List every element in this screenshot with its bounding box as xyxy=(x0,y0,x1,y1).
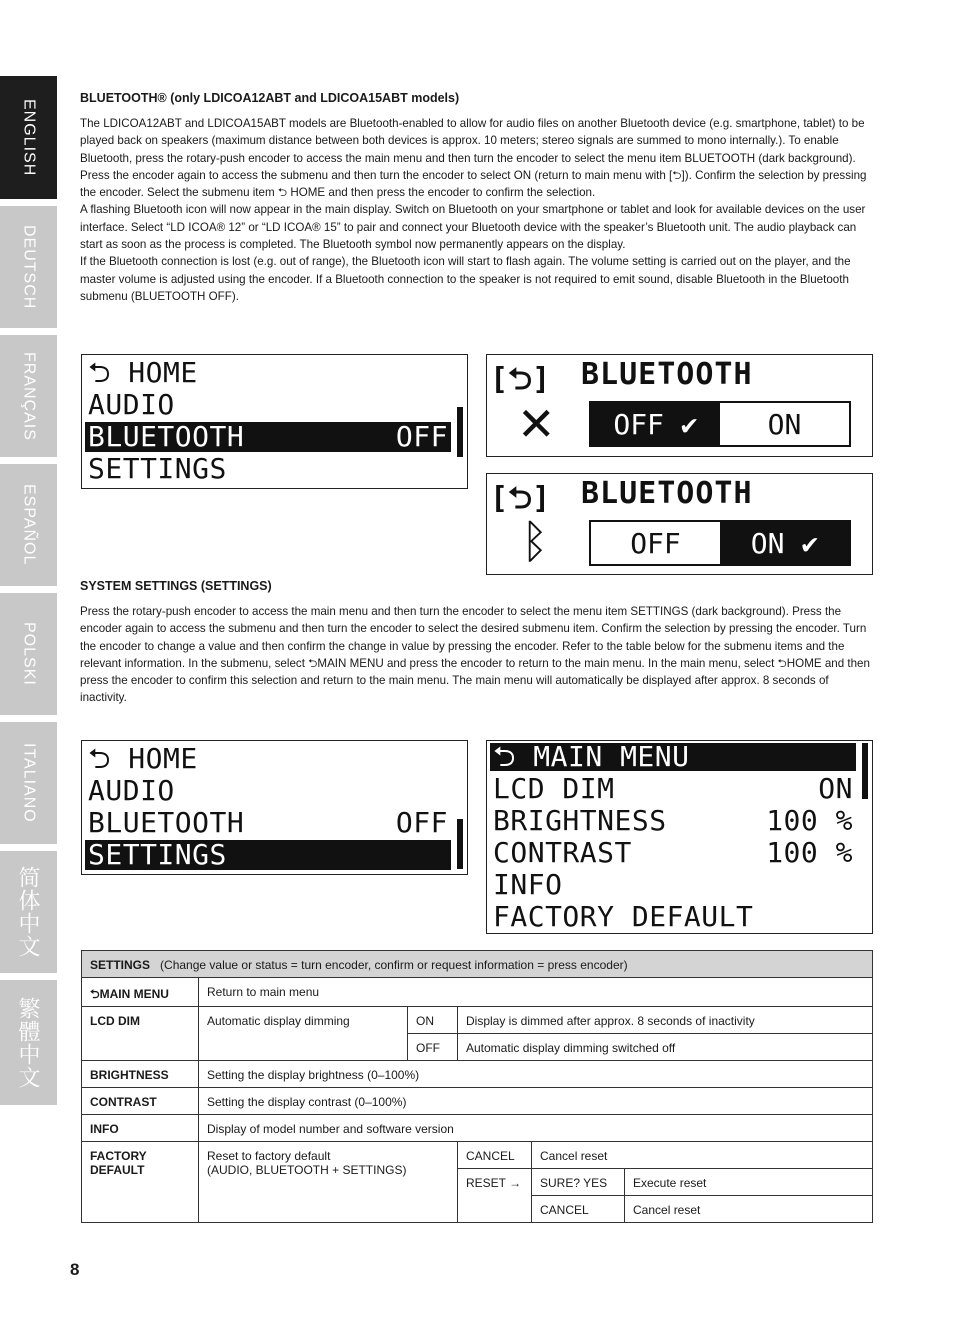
bluetooth-toggle xyxy=(589,401,851,447)
lcd-row xyxy=(85,454,451,484)
lcd-row xyxy=(490,774,856,804)
lcd-value: ON xyxy=(818,772,853,805)
tab-espanol[interactable] xyxy=(0,464,57,586)
lcd-scrollbar xyxy=(862,743,868,799)
table-cell: Cancel reset xyxy=(625,1196,873,1223)
table-note: (Change value or status = turn encoder, confirm or request information = press encoder) xyxy=(160,958,628,972)
lcd-scrollbar xyxy=(457,407,463,457)
lcd-row xyxy=(490,902,856,932)
toggle-on-option: ON ✔ xyxy=(720,522,849,564)
lcd-label: INFO xyxy=(493,868,563,901)
table-row xyxy=(82,1142,873,1169)
lcd-label: FACTORY DEFAULT xyxy=(493,900,754,933)
lcd-title: BLUETOOTH xyxy=(581,357,753,392)
settings-table xyxy=(81,950,873,1223)
table-cell: FACTORY DEFAULT xyxy=(82,1142,199,1223)
lcd-label: ⮌ HOME xyxy=(88,742,198,775)
table-cell: ⮌MAIN MENU xyxy=(82,978,199,1007)
lcd-row xyxy=(85,776,451,806)
bluetooth-toggle xyxy=(589,520,851,566)
lcd-label: CONTRAST xyxy=(493,836,632,869)
lcd-label: SETTINGS xyxy=(88,452,227,485)
table-title: SETTINGS xyxy=(90,958,151,972)
lcd-row-selected xyxy=(490,740,856,773)
tab-deutsch[interactable] xyxy=(0,206,57,328)
table-row xyxy=(82,1115,873,1142)
table-cell: Cancel reset xyxy=(532,1142,873,1169)
bluetooth-description xyxy=(80,115,872,305)
lcd-scrollbar xyxy=(457,819,463,869)
table-row xyxy=(82,1007,873,1034)
bluetooth-heading: BLUETOOTH® (only LDICOA12ABT and LDICOA15ABT models) xyxy=(80,91,460,105)
lcd-bluetooth-on xyxy=(486,473,873,575)
tab-english[interactable] xyxy=(0,76,57,199)
lcd-main-menu-bluetooth xyxy=(81,354,468,489)
table-row xyxy=(82,1088,873,1115)
settings-description: Press the rotary-push encoder to access the main menu and then turn the encoder to select the menu item SETTINGS (dark background). Press the encoder again to access the submenu and then turn the encoder to select the desired submenu item. Confirm the selection by pressing the encoder. Turn the encoder to change a value and then confirm the change in value by pressing the encoder. Refer to the table below for the submenu items and the relevant information. In the submenu, select ⮌MAIN MENU and press the encoder to return to the main menu. In the main menu, select ⮌HOME and then press the encoder to confirm this selection and return to the main menu. The main menu will automatically be displayed after approx. 8 seconds of inactivity. xyxy=(80,605,870,705)
tab-label: DEUTSCH xyxy=(20,224,38,310)
tab-label: 简体中文 xyxy=(16,866,41,958)
bluetooth-paragraph-1: The LDICOA12ABT and LDICOA15ABT models are Bluetooth-enabled to allow for audio files on another Bluetooth device (e.g. smartphone, tablet) to be played back on speakers (maximum distance between both devices is approx. 10 meters; stereo signals are summed to mono internally.). To enable Bluetooth, press the rotary-push encoder to access the main menu and then turn the encoder to select the menu item BLUETOOTH (dark background). Press the encoder again to access the submenu and then turn the encoder to select ON (return to main menu with [⮌]). Confirm the selection by pressing the encoder. Select the submenu item ⮌ HOME and then press the encoder to confirm the selection. xyxy=(80,117,867,200)
lcd-title: BLUETOOTH xyxy=(581,476,753,511)
table-cell: Setting the display contrast (0–100%) xyxy=(199,1088,873,1115)
tab-label: FRANÇAIS xyxy=(20,351,38,441)
bluetooth-paragraph-3: If the Bluetooth connection is lost (e.g. out of range), the Bluetooth icon will start to flash again. The volume setting is carried out on the player, and the master volume is adjusted using the encoder. If a Bluetooth connection to the speaker is not required to emit sound, disable Bluetooth in the Bluetooth submenu (BLUETOOTH OFF). xyxy=(80,255,851,303)
lcd-label: AUDIO xyxy=(88,774,175,807)
tab-polski[interactable] xyxy=(0,593,57,715)
tab-francais[interactable] xyxy=(0,335,57,457)
tab-simplified-chinese[interactable] xyxy=(0,851,57,973)
toggle-on-option: ON xyxy=(767,407,802,441)
table-cell: Execute reset xyxy=(625,1169,873,1196)
tab-label: ENGLISH xyxy=(20,98,38,177)
toggle-off-option: OFF ✔ xyxy=(591,403,720,445)
lcd-main-menu-settings xyxy=(81,740,468,875)
table-cell: BRIGHTNESS xyxy=(82,1061,199,1088)
tab-traditional-chinese[interactable] xyxy=(0,980,57,1105)
tab-italiano[interactable] xyxy=(0,722,57,844)
bluetooth-icon: ᛒ xyxy=(521,514,549,568)
return-bracket-icon: [⮌] xyxy=(490,481,551,516)
settings-heading: SYSTEM SETTINGS (SETTINGS) xyxy=(80,579,272,593)
table-cell: Display is dimmed after approx. 8 seconds of inactivity xyxy=(458,1007,873,1034)
lcd-row xyxy=(85,390,451,420)
lcd-value: OFF xyxy=(395,806,448,839)
page-number: 8 xyxy=(70,1260,80,1279)
tab-label: POLSKI xyxy=(20,622,38,686)
lcd-row-selected xyxy=(85,422,451,452)
tab-label: ITALIANO xyxy=(20,743,38,823)
table-header-row xyxy=(82,951,873,978)
lcd-row xyxy=(490,838,856,868)
lcd-row xyxy=(85,744,451,774)
table-cell: SURE? YES xyxy=(532,1169,625,1196)
bluetooth-paragraph-2: A flashing Bluetooth icon will now appear in the main display. Switch on Bluetooth on your smartphone or tablet and look for available devices on the user interface. Select “LD ICOA® 12” or “LD ICOA® 15” to pair and connect your Bluetooth device with the speaker’s Bluetooth unit. The audio playback can start as soon as the process is completed. The Bluetooth symbol now permanently appears on the display. xyxy=(80,203,866,252)
table-row xyxy=(82,1061,873,1088)
factory-desc-sub: (AUDIO, BLUETOOTH + SETTINGS) xyxy=(207,1163,407,1177)
table-cell: Automatic display dimming xyxy=(199,1007,408,1061)
table-header xyxy=(82,951,873,978)
lcd-value: OFF xyxy=(395,420,448,453)
factory-desc: Reset to factory default xyxy=(207,1149,331,1163)
return-bracket-icon: [⮌] xyxy=(490,362,551,397)
table-cell: CANCEL xyxy=(458,1142,532,1169)
lcd-label: BRIGHTNESS xyxy=(493,804,667,837)
tab-label: ESPAÑOL xyxy=(20,484,38,566)
table-cell: CANCEL xyxy=(532,1196,625,1223)
lcd-row-selected xyxy=(85,840,451,870)
table-cell: Return to main menu xyxy=(199,978,873,1007)
lcd-row xyxy=(85,808,451,838)
table-cell: Setting the display brightness (0–100%) xyxy=(199,1061,873,1088)
bluetooth-disabled-icon: ✕ xyxy=(517,397,556,451)
toggle-off-option: OFF xyxy=(630,526,681,560)
table-cell: RESET → xyxy=(458,1169,532,1223)
table-cell: CONTRAST xyxy=(82,1088,199,1115)
table-row xyxy=(82,978,873,1007)
lcd-label: ⮌ HOME xyxy=(88,356,198,389)
lcd-label: BLUETOOTH xyxy=(88,420,245,453)
lcd-label: BLUETOOTH xyxy=(88,806,245,839)
lcd-value: 100 % xyxy=(766,836,853,869)
table-cell: INFO xyxy=(82,1115,199,1142)
table-cell: Automatic display dimming switched off xyxy=(458,1034,873,1061)
lcd-label: AUDIO xyxy=(88,388,175,421)
lcd-row xyxy=(85,358,451,388)
lcd-row xyxy=(490,806,856,836)
table-cell: OFF xyxy=(408,1034,458,1061)
table-cell: LCD DIM xyxy=(82,1007,199,1061)
lcd-label: SETTINGS xyxy=(88,838,227,871)
lcd-settings-submenu xyxy=(486,740,873,934)
lcd-label: LCD DIM xyxy=(493,772,615,805)
table-cell xyxy=(199,1142,458,1223)
tab-label: 繁體中文 xyxy=(16,996,41,1089)
lcd-bluetooth-off xyxy=(486,354,873,457)
table-cell: ON xyxy=(408,1007,458,1034)
lcd-label: ⮌ MAIN MENU xyxy=(493,740,690,773)
lcd-value: 100 % xyxy=(766,804,853,837)
table-cell: Display of model number and software version xyxy=(199,1115,873,1142)
lcd-row xyxy=(490,870,856,900)
